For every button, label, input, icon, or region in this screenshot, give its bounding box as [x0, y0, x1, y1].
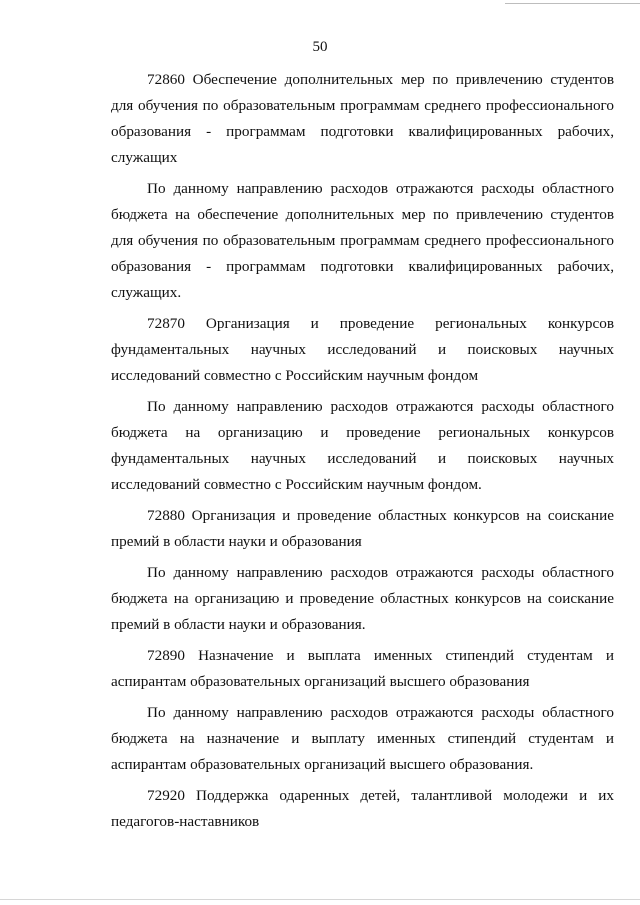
page-number: 50 — [312, 39, 328, 55]
scan-edge-line-top — [505, 3, 640, 4]
paragraph-72920-heading: 72920 Поддержка одаренных детей, талантливой молодежи и их педагогов-наставников — [111, 787, 614, 830]
paragraph-72880-heading: 72880 Организация и проведение областных конкурсов на соискание премий в области науки и образования — [111, 507, 614, 550]
scan-edge-line-bottom — [0, 899, 640, 900]
paragraph-72890-description: По данному направлению расходов отражаются расходы областного бюджета на назначение и выплату именных стипендий студентам и аспирантам образовательных организаций высшего образования. — [111, 704, 614, 773]
paragraph-72890-heading: 72890 Назначение и выплата именных стипендий студентам и аспирантам образовательных организаций высшего образования — [111, 647, 614, 690]
document-body — [111, 67, 614, 835]
paragraph-72870-description: По данному направлению расходов отражаются расходы областного бюджета на организацию и проведение региональных конкурсов фундаментальных научных исследований и поисковых научных исследований совместно с Российским научным фондом. — [111, 398, 614, 493]
paragraph-72880-description: По данному направлению расходов отражаются расходы областного бюджета на организацию и проведение областных конкурсов на соискание премий в области науки и образования. — [111, 564, 614, 633]
paragraph-72860-description: По данному направлению расходов отражаются расходы областного бюджета на обеспечение дополнительных мер по привлечению студентов для обучения по образовательным программам среднего профессионального образования - программам подготовки квалифицированных рабочих, служащих. — [111, 180, 614, 301]
paragraph-72870-heading: 72870 Организация и проведение региональных конкурсов фундаментальных научных исследований и поисковых научных исследований совместно с Российским научным фондом — [111, 315, 614, 384]
paragraph-72860-heading: 72860 Обеспечение дополнительных мер по привлечению студентов для обучения по образовательным программам среднего профессионального образования - программам подготовки квалифицированных рабочих, служащих — [111, 71, 614, 166]
